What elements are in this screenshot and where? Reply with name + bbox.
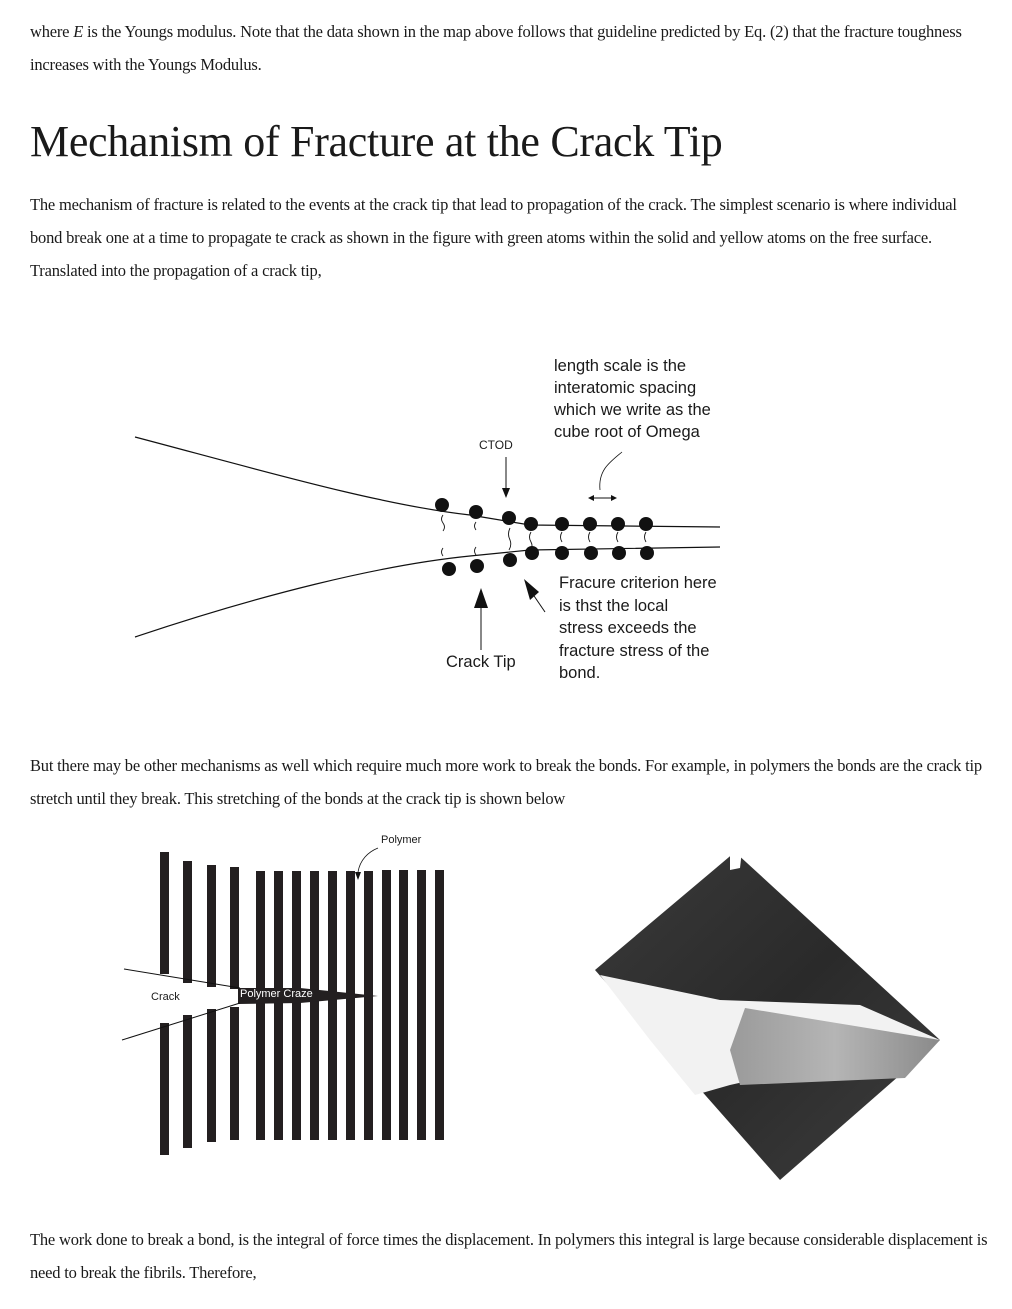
work-paragraph: The work done to break a bond, is the integral of force times the displacement. In polymers this integral is large because considerable displacement is need to break the fibrils. Therefore, bbox=[30, 1230, 988, 1282]
criterion-line: is thst the local bbox=[559, 596, 669, 615]
length-scale-annotation bbox=[554, 355, 711, 443]
criterion-line: bond. bbox=[559, 664, 601, 682]
intro-paragraph bbox=[30, 15, 990, 81]
criterion-line: fracture stress of the bbox=[559, 641, 710, 660]
intro-text-start: where bbox=[30, 22, 74, 41]
youngs-modulus-variable: E bbox=[73, 22, 84, 41]
mechanism-paragraph: The mechanism of fracture is related to the events at the crack tip that lead to propagation of the crack. The simplest scenario is where individual bond break one at a time to propagate te crack as shown in the figure with green atoms within the solid and yellow atoms on the free surface. Translated into the propagation of a crack tip, bbox=[30, 195, 957, 280]
crack-tip-atom-diagram bbox=[0, 340, 1012, 700]
intro-text-rest: is the Youngs modulus. Note that the data shown in the map above follows that guideline predicted by Eq. (2) that the fracture toughness increases with the Youngs Modulus. bbox=[30, 22, 962, 74]
ctod-label: CTOD bbox=[479, 438, 513, 452]
section-heading: Mechanism of Fracture at the Crack Tip bbox=[30, 117, 723, 166]
length-scale-line: cube root of Omega bbox=[554, 423, 700, 441]
craze-micrograph bbox=[590, 840, 950, 1190]
polymer-label: Polymer bbox=[381, 834, 422, 846]
crack-label: Crack bbox=[151, 991, 180, 1003]
criterion-line: Fracure criterion here bbox=[559, 574, 717, 592]
length-scale-line: interatomic spacing bbox=[554, 379, 697, 397]
crack-tip-label: Crack Tip bbox=[446, 653, 516, 671]
other-mechanisms-paragraph: But there may be other mechanisms as well which require much more work to break the bonds. For example, in polymers the bonds are the crack tip stretch until they break. This stretching of the bonds at the crack tip is shown below bbox=[30, 756, 982, 808]
length-scale-line: which we write as the bbox=[554, 401, 711, 419]
polymer-craze-label: Polymer Craze bbox=[240, 988, 313, 1000]
length-scale-line: length scale is the bbox=[554, 357, 687, 375]
criterion-line: stress exceeds the bbox=[559, 619, 697, 637]
fracture-criterion-annotation bbox=[559, 572, 717, 685]
